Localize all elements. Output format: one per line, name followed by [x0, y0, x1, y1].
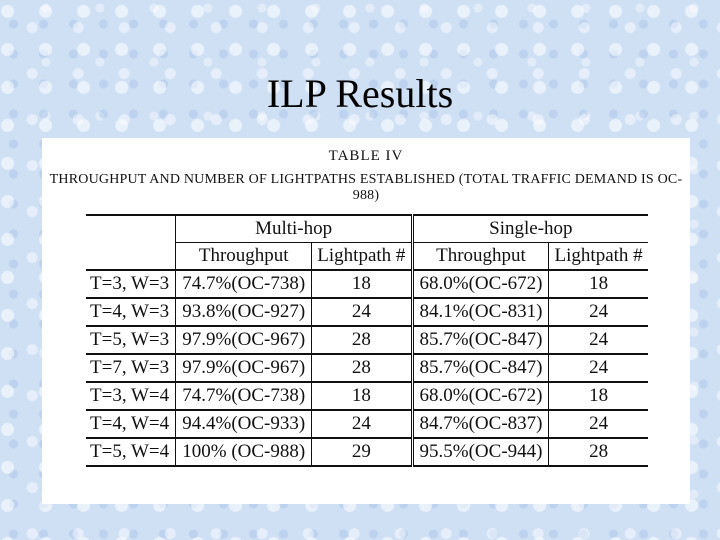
multi-hop-lightpath-cell: 24	[311, 410, 412, 438]
single-hop-throughput-cell: 95.5%(OC-944)	[412, 438, 549, 466]
single-hop-lightpath-cell: 24	[549, 410, 648, 438]
multi-hop-lightpath-cell: 18	[311, 382, 412, 410]
multi-hop-throughput-cell: 94.4%(OC-933)	[176, 410, 311, 438]
column-header: Throughput	[412, 243, 549, 271]
results-table	[86, 214, 648, 467]
table-row	[86, 298, 648, 326]
column-header: Lightpath #	[311, 243, 412, 271]
row-label: T=3, W=3	[86, 270, 176, 298]
multi-hop-lightpath-cell: 24	[311, 298, 412, 326]
table-subcaption: THROUGHPUT AND NUMBER OF LIGHTPATHS ESTABLISHED (TOTAL TRAFFIC DEMAND IS OC-988)	[49, 172, 683, 203]
single-hop-throughput-cell: 68.0%(OC-672)	[412, 382, 549, 410]
row-label: T=7, W=3	[86, 354, 176, 382]
single-hop-throughput-cell: 84.1%(OC-831)	[412, 298, 549, 326]
single-hop-lightpath-cell: 24	[549, 298, 648, 326]
row-label: T=4, W=4	[86, 410, 176, 438]
single-hop-lightpath-cell: 24	[549, 354, 648, 382]
table-row	[86, 270, 648, 298]
multi-hop-lightpath-cell: 18	[311, 270, 412, 298]
column-header-row	[86, 243, 648, 271]
group-header-multi-hop: Multi-hop	[176, 215, 412, 243]
table-row	[86, 410, 648, 438]
multi-hop-lightpath-cell: 29	[311, 438, 412, 466]
table-row	[86, 382, 648, 410]
single-hop-throughput-cell: 68.0%(OC-672)	[412, 270, 549, 298]
multi-hop-throughput-cell: 97.9%(OC-967)	[176, 326, 311, 354]
multi-hop-throughput-cell: 93.8%(OC-927)	[176, 298, 311, 326]
single-hop-lightpath-cell: 28	[549, 438, 648, 466]
row-label: T=4, W=3	[86, 298, 176, 326]
slide-title: ILP Results	[266, 71, 454, 116]
column-header: Lightpath #	[549, 243, 648, 271]
multi-hop-throughput-cell: 74.7%(OC-738)	[176, 270, 311, 298]
corner-cell	[86, 215, 176, 243]
column-header: Throughput	[176, 243, 311, 271]
group-header-single-hop: Single-hop	[412, 215, 648, 243]
table-row	[86, 354, 648, 382]
single-hop-throughput-cell: 84.7%(OC-837)	[412, 410, 549, 438]
group-header-row	[86, 215, 648, 243]
multi-hop-throughput-cell: 97.9%(OC-967)	[176, 354, 311, 382]
row-label: T=3, W=4	[86, 382, 176, 410]
single-hop-throughput-cell: 85.7%(OC-847)	[412, 354, 549, 382]
single-hop-lightpath-cell: 24	[549, 326, 648, 354]
table-image-panel	[42, 138, 690, 504]
multi-hop-throughput-cell: 100% (OC-988)	[176, 438, 311, 466]
single-hop-lightpath-cell: 18	[549, 382, 648, 410]
single-hop-throughput-cell: 85.7%(OC-847)	[412, 326, 549, 354]
multi-hop-lightpath-cell: 28	[311, 326, 412, 354]
single-hop-lightpath-cell: 18	[549, 270, 648, 298]
table-caption: TABLE IV	[328, 148, 404, 164]
corner-cell	[86, 243, 176, 271]
row-label: T=5, W=4	[86, 438, 176, 466]
table-row	[86, 438, 648, 466]
table-row	[86, 326, 648, 354]
multi-hop-lightpath-cell: 28	[311, 354, 412, 382]
multi-hop-throughput-cell: 74.7%(OC-738)	[176, 382, 311, 410]
row-label: T=5, W=3	[86, 326, 176, 354]
